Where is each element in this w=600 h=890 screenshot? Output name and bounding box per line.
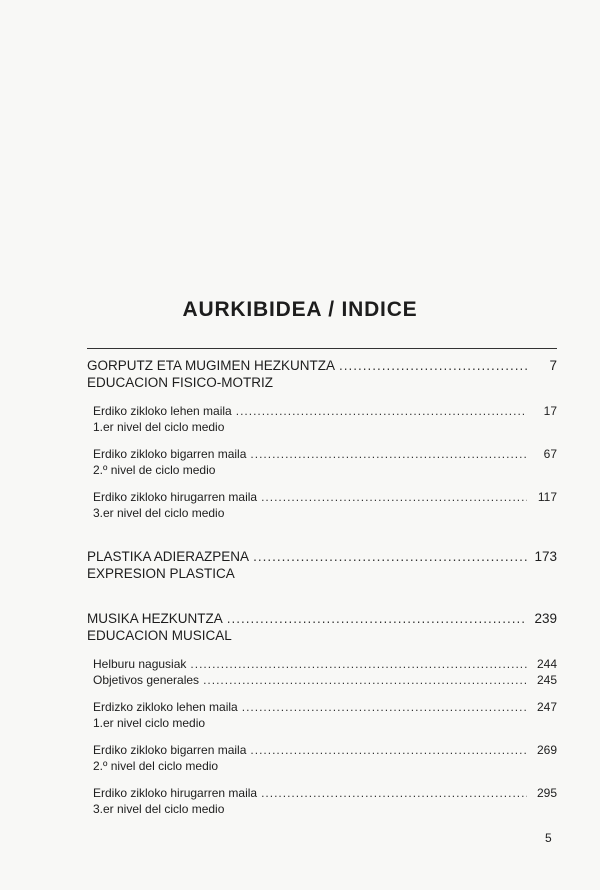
toc-page-number: 244 bbox=[536, 657, 557, 671]
toc-entry-label: Erdizko zikloko lehen maila bbox=[93, 700, 238, 714]
toc-entry-label: MUSIKA HEZKUNTZA bbox=[87, 611, 223, 626]
toc-entry bbox=[87, 548, 557, 565]
toc-page-number: 7 bbox=[549, 358, 557, 373]
toc-page-number: 239 bbox=[534, 611, 557, 626]
toc-entry-subtitle: 2.º nivel de ciclo medio bbox=[93, 463, 216, 477]
toc-entry-subtitle: EXPRESION PLASTICA bbox=[87, 566, 235, 581]
toc-subsection bbox=[93, 403, 557, 435]
toc-entry-subtitle: 2.º nivel del ciclo medio bbox=[93, 759, 219, 773]
toc-subsection bbox=[93, 785, 557, 817]
toc-page-number: 295 bbox=[536, 786, 557, 800]
toc-entry-label: GORPUTZ ETA MUGIMEN HEZKUNTZA bbox=[87, 358, 336, 373]
dot-leader bbox=[250, 742, 527, 758]
toc-entry-label: Erdiko zikloko bigarren maila bbox=[93, 743, 247, 757]
toc-entry bbox=[93, 699, 557, 715]
toc-entry-subtitle: EDUCACION MUSICAL bbox=[87, 628, 232, 643]
toc-entry-subtitle: EDUCACION FISICO-MOTRIZ bbox=[87, 375, 273, 390]
toc-entry-subtitle: 1.er nivel del ciclo medio bbox=[93, 420, 225, 434]
toc-entry bbox=[87, 357, 557, 374]
toc-entry-subtitle: 3.er nivel del ciclo medio bbox=[93, 506, 225, 520]
page-title: AURKIBIDEA / INDICE bbox=[182, 298, 418, 321]
dot-leader bbox=[250, 446, 527, 462]
toc-page-number: 117 bbox=[537, 490, 557, 504]
toc-page-number: 17 bbox=[543, 404, 557, 418]
toc-subsection bbox=[93, 656, 557, 688]
toc-section-music-education bbox=[87, 610, 557, 644]
toc-entry-label: Objetivos generales bbox=[93, 673, 200, 687]
dot-leader bbox=[339, 357, 527, 374]
toc-page-number: 269 bbox=[536, 743, 557, 757]
toc-subsection bbox=[93, 742, 557, 774]
toc-page-number: 67 bbox=[543, 447, 557, 461]
toc-entry bbox=[93, 656, 557, 672]
toc-entry bbox=[93, 489, 557, 505]
toc-entry-subtitle: 1.er nivel ciclo medio bbox=[93, 716, 206, 730]
toc-page-number: 247 bbox=[536, 700, 557, 714]
dot-leader bbox=[261, 785, 527, 801]
toc-entry bbox=[87, 610, 557, 627]
toc-entry-label: Erdiko zikloko hirugarren maila bbox=[93, 490, 258, 504]
toc-entry bbox=[93, 785, 557, 801]
toc-entry-label: PLASTIKA ADIERAZPENA bbox=[87, 549, 250, 564]
dot-leader bbox=[253, 548, 527, 565]
toc-page-number: 173 bbox=[534, 549, 557, 564]
page-number: 5 bbox=[545, 831, 552, 845]
toc-entry-subtitle: 3.er nivel del ciclo medio bbox=[93, 802, 225, 816]
toc-entry bbox=[93, 742, 557, 758]
dot-leader bbox=[242, 699, 527, 715]
title-divider bbox=[87, 348, 557, 349]
toc-section-plastic-expression bbox=[87, 548, 557, 582]
toc-entry bbox=[93, 403, 557, 419]
toc-entry-label: Erdiko zikloko bigarren maila bbox=[93, 447, 247, 461]
toc-subsection bbox=[93, 489, 557, 521]
dot-leader bbox=[236, 403, 527, 419]
dot-leader bbox=[203, 672, 527, 688]
dot-leader bbox=[261, 489, 527, 505]
toc-entry bbox=[93, 446, 557, 462]
toc-subsection bbox=[93, 446, 557, 478]
dot-leader bbox=[190, 656, 527, 672]
toc-section-physical-education bbox=[87, 357, 557, 391]
toc-page-number: 245 bbox=[536, 673, 557, 687]
toc-entry-label: Erdiko zikloko lehen maila bbox=[93, 404, 232, 418]
toc-entry-label: Erdiko zikloko hirugarren maila bbox=[93, 786, 258, 800]
table-of-contents bbox=[87, 357, 557, 828]
toc-entry-label: Helburu nagusiak bbox=[93, 657, 187, 671]
toc-entry bbox=[93, 672, 557, 688]
dot-leader bbox=[227, 610, 527, 627]
toc-subsection bbox=[93, 699, 557, 731]
